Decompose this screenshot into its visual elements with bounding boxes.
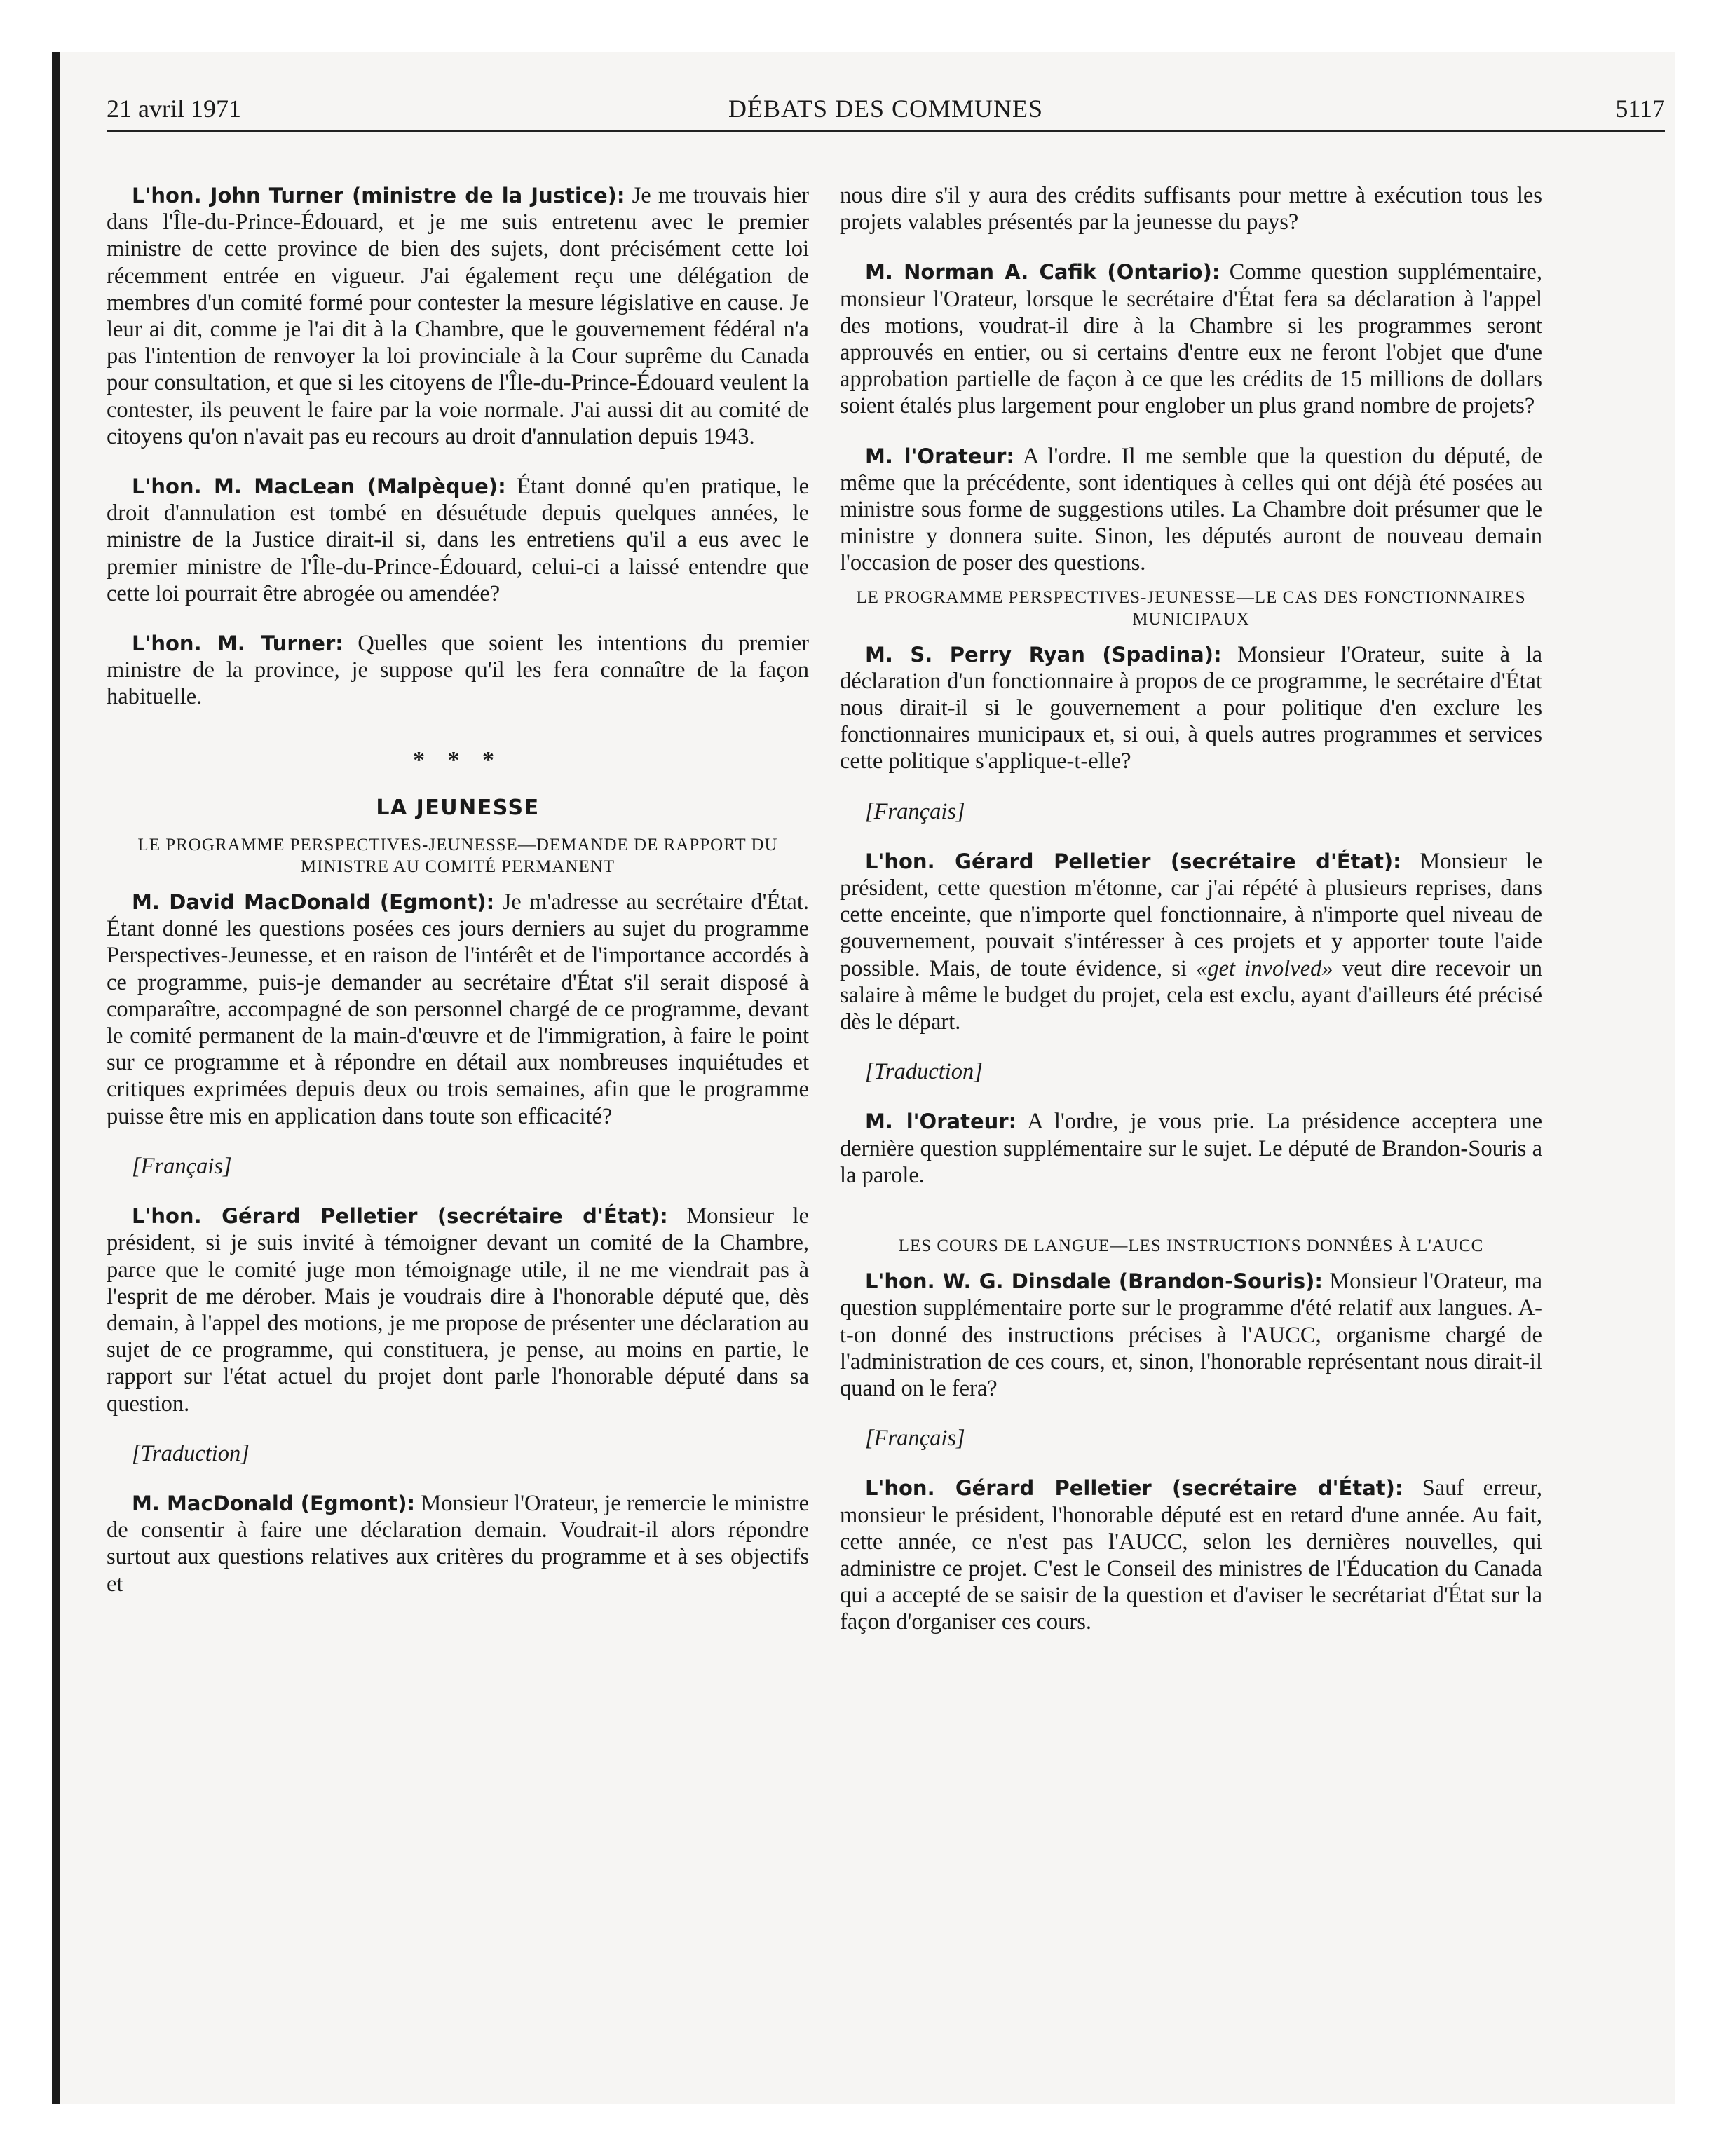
subheading: LE PROGRAMME PERSPECTIVES-JEUNESSE—DEMANDE DE RAPPORT DU MINISTRE AU COMITÉ PERMANENT — [137, 835, 778, 877]
paragraph-text: Monsieur l'Orateur, je remercie le ministre de consentir à faire une déclaration demain. Voudrait-il alors répondre surtout aux questions relatives aux critères du programme et à ses objectifs et — [107, 1490, 810, 1597]
speaker-name: M. Norman A. Cafik (Ontario): — [865, 260, 1220, 285]
header-title: DÉBATS DES COMMUNES — [728, 95, 1044, 123]
speaker-name: L'hon. W. G. Dinsdale (Brandon-Souris): — [865, 1269, 1323, 1294]
paragraph-macdonald — [107, 889, 809, 1130]
quoted-phrase: «get involved» — [1196, 955, 1333, 981]
paragraph-text: Monsieur le président, cette question m'étonne, car j'ai répété à plusieurs reprises, dans cette enceinte, que n'importe quel fonctionnaire, à n'importe quel niveau de gouvernement, pouvait s'intéresser à ces projets et y apporter toute l'aide possible. Mais, de toute évidence, si — [840, 848, 1542, 981]
paragraph-text: A l'ordre. Il me semble que la question du député, de même que la précédente, sont identiques à celles qui ont déjà été posées au ministre sous forme de suggestions utiles. La Chambre doit présumer que le ministre y donnera suite. Sinon, les députés auront de nouveau demain l'occasion de poser des questions. — [840, 443, 1543, 576]
paragraph-pelletier-reply — [840, 848, 1542, 1035]
speaker-name: L'hon. Gérard Pelletier (secrétaire d'État): — [132, 1204, 668, 1229]
paragraph-cafik — [840, 259, 1542, 419]
subheading: LES COURS DE LANGUE—LES INSTRUCTIONS DONNÉES À L'AUCC — [898, 1236, 1484, 1256]
paragraph-macdonald-followup — [107, 1490, 809, 1597]
left-column — [107, 182, 809, 1621]
speaker-name: L'hon. Gérard Pelletier (secrétaire d'État): — [865, 849, 1401, 873]
paragraph-speaker-ruling — [840, 443, 1542, 577]
paragraph-pelletier — [107, 1203, 809, 1417]
language-marker: [Traduction] — [865, 1059, 983, 1085]
paragraph-text: Étant donné qu'en pratique, le droit d'annulation est tombé en désuétude depuis quelques années, le ministre de la Justice dirait-il si, dans les entretiens qu'il a eus avec le premier ministre de l'Île-du-Prince-Édouard, celui-ci a laissé entendre que cette loi pourrait être abrogée ou amendée? — [107, 474, 809, 606]
right-column — [840, 182, 1542, 1659]
speaker-name: L'hon. M. Turner: — [132, 632, 343, 656]
language-marker: [Français] — [865, 798, 965, 824]
paragraph-text: veut dire recevoir un salaire à même le budget du projet, cela est exclu, ayant d'ailleurs été précisé dès le départ. — [840, 955, 1542, 1035]
paragraph-text: Quelles que soient les intentions du premier ministre de la province, je suppose qu'il les fera connaître de la façon habituelle. — [107, 631, 809, 710]
section-separator: * * * — [413, 746, 503, 773]
speaker-name: M. l'Orateur: — [865, 444, 1015, 468]
paragraph-text: Comme question supplémentaire, monsieur l'Orateur, lorsque le secrétaire d'État fera sa déclaration à l'appel des motions, voudrat-il dire à la Chambre si les programmes seront approuvés en entier, ou si certains d'entre eux ne feront l'objet que d'une approbation partielle de façon à ce que les crédits de 15 millions de dollars soient étalés plus largement pour englober un plus grand nombre de projets? — [840, 259, 1542, 419]
speaker-name: M. David MacDonald (Egmont): — [132, 890, 495, 915]
paragraph-ryan — [840, 641, 1542, 775]
paragraph-continuation: nous dire s'il y aura des crédits suffisants pour mettre à exécution tous les projets valables présentés par la jeunesse du pays? — [840, 183, 1542, 236]
paragraph-turner-reply — [107, 630, 809, 711]
subheading: LE PROGRAMME PERSPECTIVES-JEUNESSE—LE CAS DES FONCTIONNAIRES MUNICIPAUX — [856, 587, 1526, 629]
paragraph-text: Monsieur l'Orateur, suite à la déclaration d'un fonctionnaire à propos de ce programme, le secrétaire d'État nous dirait-il si le gouvernement a pour politique d'en exclure les fonctionnaires municipaux et, si oui, à quels autres programmes et services cette politique s'applique-t-elle? — [840, 641, 1542, 775]
page-header — [107, 93, 1665, 132]
speaker-name: L'hon. Gérard Pelletier (secrétaire d'État): — [865, 1476, 1403, 1501]
paragraph-text: Je m'adresse au secrétaire d'État. Étant donné les questions posées ces jours derniers au sujet du programme Perspectives-Jeunesse, et en raison de l'intérêt et de l'importance accordés à ce programme, puis-je demander au secrétaire d'État s'il serait disposé à comparaître, accompagné de son personnel chargé de ce programme, devant le comité permanent de la main-d'œuvre et de l'immigration, à faire le point sur ce programme et à répondre en détail aux nombreuses inquiétudes et critiques exprimées depuis deux ou trois semaines, afin que le programme puisse être mis en application dans toute son efficacité? — [107, 889, 809, 1129]
section-title: LA JEUNESSE — [376, 795, 540, 820]
paragraph-text: Monsieur l'Orateur, ma question supplémentaire porte sur le programme d'été relatif aux langues. A-t-on donné des instructions précises à l'AUCC, organisme chargé de l'administration de ces cours, et, sinon, l'honorable représentant nous dirait-il quand on le fera? — [840, 1269, 1542, 1401]
header-page-number: 5117 — [1615, 95, 1665, 123]
speaker-name: M. S. Perry Ryan (Spadina): — [865, 642, 1222, 667]
paragraph-text: Monsieur le président, si je suis invité à témoigner devant un comité de la Chambre, parce que le comité juge mon témoignage utile, il ne me viendrait pas à l'esprit de me dérober. Mais je voudrais dire à l'honorable député que, dès demain, à l'appel des motions, je me propose de présenter une déclaration au sujet de ce programme, qui constituera, je pense, au moins en partie, le rapport sur l'état actuel du projet dont parle l'honorable député dans sa question. — [107, 1203, 809, 1417]
paragraph-text: A l'ordre, je vous prie. La présidence acceptera une dernière question supplémentaire sur le sujet. Le député de Brandon-Souris a la parole. — [840, 1109, 1543, 1188]
paragraph-pelletier-final — [840, 1475, 1542, 1635]
speaker-name: M. MacDonald (Egmont): — [132, 1491, 416, 1515]
paragraph-text: Je me trouvais hier dans l'Île-du-Prince-Édouard, et je me suis entretenu avec le premier ministre de cette province de bien des sujets, dont précisément cette loi récemment entrée en vigueur. J'ai également reçu une délégation de membres d'un comité formé pour contester la mesure législative en cause. Je leur ai dit, comme je l'ai dit à la Chambre, que le gouvernement fédéral n'a pas l'intention de renvoyer la loi provinciale à la Cour suprême du Canada pour consultation, et que si les citoyens de l'Île-du-Prince-Édouard veulent la contester, ils peuvent le faire par la voie normale. J'ai aussi dit au comité de citoyens qu'on n'avait pas eu recours au droit d'annulation depuis 1943. — [107, 183, 809, 449]
language-marker: [Traduction] — [132, 1440, 250, 1466]
paragraph-text: Sauf erreur, monsieur le président, l'honorable député est en retard d'une année. Au fait, cette année, ce n'est pas l'AUCC, selon les dernières nouvelles, qui administre ce projet. C'est le Conseil des ministres de l'Éducation du Canada qui a accepté de se saisir de la question et d'aviser le secrétariat d'État sur la façon d'organiser ces cours. — [840, 1475, 1543, 1635]
header-date: 21 avril 1971 — [107, 95, 241, 123]
language-marker: [Français] — [132, 1153, 232, 1179]
paragraph-maclean — [107, 473, 809, 607]
speaker-name: L'hon. John Turner (ministre de la Justice): — [132, 184, 625, 207]
paragraph-turner — [107, 182, 809, 450]
speaker-name: L'hon. M. MacLean (Malpèque): — [132, 475, 506, 499]
paragraph-dinsdale — [840, 1268, 1542, 1402]
paragraph-speaker-order — [840, 1108, 1542, 1189]
language-marker: [Français] — [865, 1426, 965, 1452]
speaker-name: M. l'Orateur: — [865, 1110, 1017, 1134]
